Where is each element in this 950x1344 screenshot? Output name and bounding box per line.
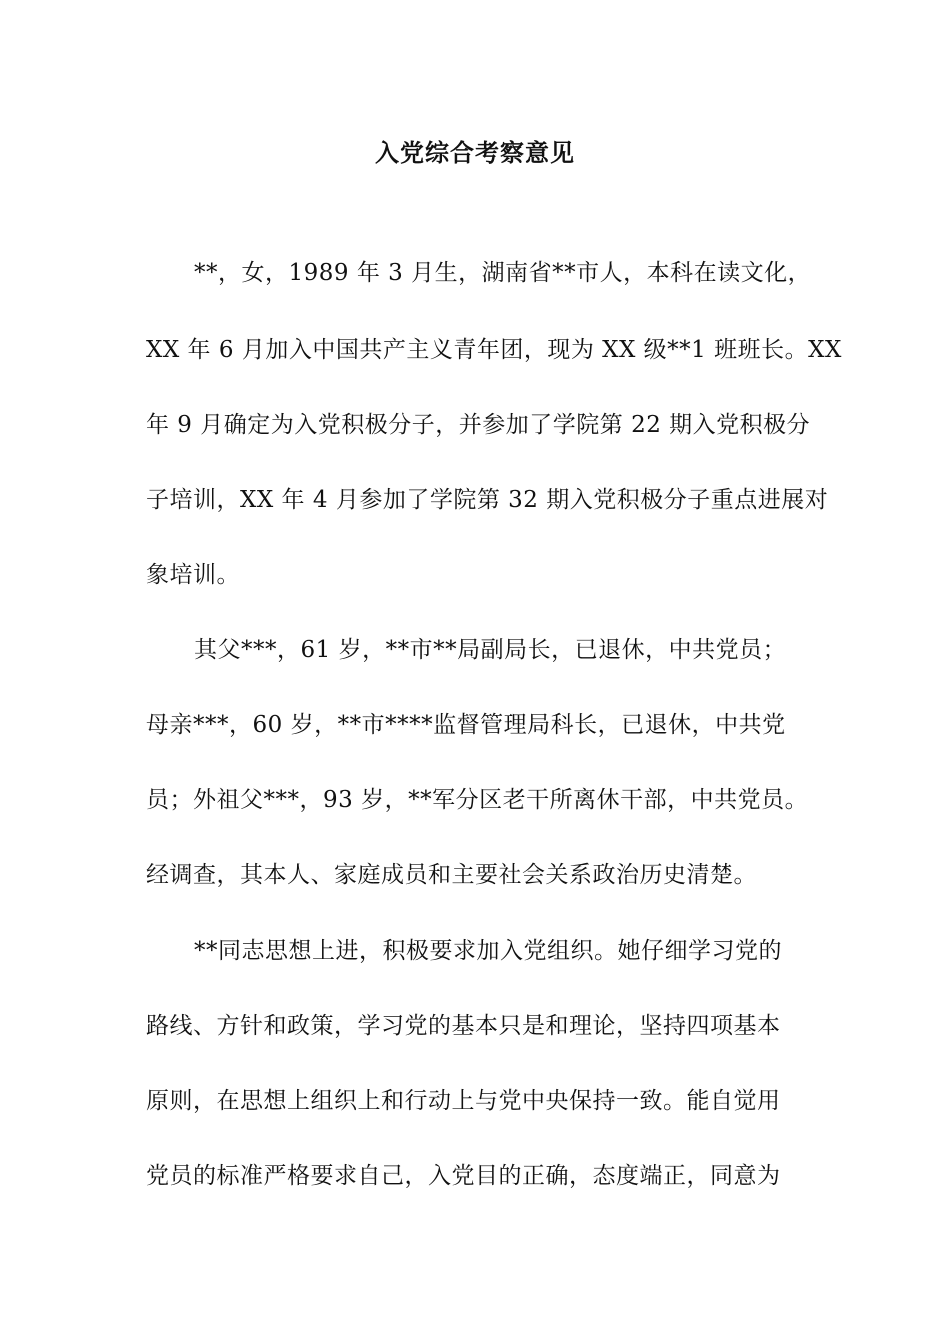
paragraph-1-line-2: XX 年 6 月加入中国共产主义青年团，现为 XX 级**1 班班长。XX xyxy=(146,337,842,363)
paragraph-2-line-1: 其父***，61 岁，**市**局副局长，已退休，中共党员； xyxy=(194,637,787,663)
paragraph-3-line-2: 路线、方针和政策，学习党的基本只是和理论，坚持四项基本 xyxy=(146,1013,781,1039)
paragraph-1-line-5: 象培训。 xyxy=(146,562,240,588)
document-title: 入党综合考察意见 xyxy=(375,138,575,167)
paragraph-1-line-1: **，女，1989 年 3 月生，湖南省**市人，本科在读文化， xyxy=(194,260,812,286)
paragraph-1-line-4: 子培训，XX 年 4 月参加了学院第 32 期入党积极分子重点进展对 xyxy=(146,487,829,513)
paragraph-2-line-4: 经调查，其本人、家庭成员和主要社会关系政治历史清楚。 xyxy=(146,862,757,888)
paragraph-2-line-2: 母亲***，60 岁，**市****监督管理局科长，已退休，中共党 xyxy=(146,712,786,738)
paragraph-3-line-4: 党员的标准严格要求自己，入党目的正确，态度端正，同意为 xyxy=(146,1163,781,1189)
paragraph-2-line-3: 员；外祖父***，93 岁，**军分区老干所离休干部，中共党员。 xyxy=(146,787,809,813)
paragraph-3-line-3: 原则，在思想上组织上和行动上与党中央保持一致。能自觉用 xyxy=(146,1088,781,1114)
paragraph-3-line-1: **同志思想上进，积极要求加入党组织。她仔细学习党的 xyxy=(194,938,782,964)
paragraph-1-line-3: 年 9 月确定为入党积极分子，并参加了学院第 22 期入党积极分 xyxy=(146,412,811,438)
